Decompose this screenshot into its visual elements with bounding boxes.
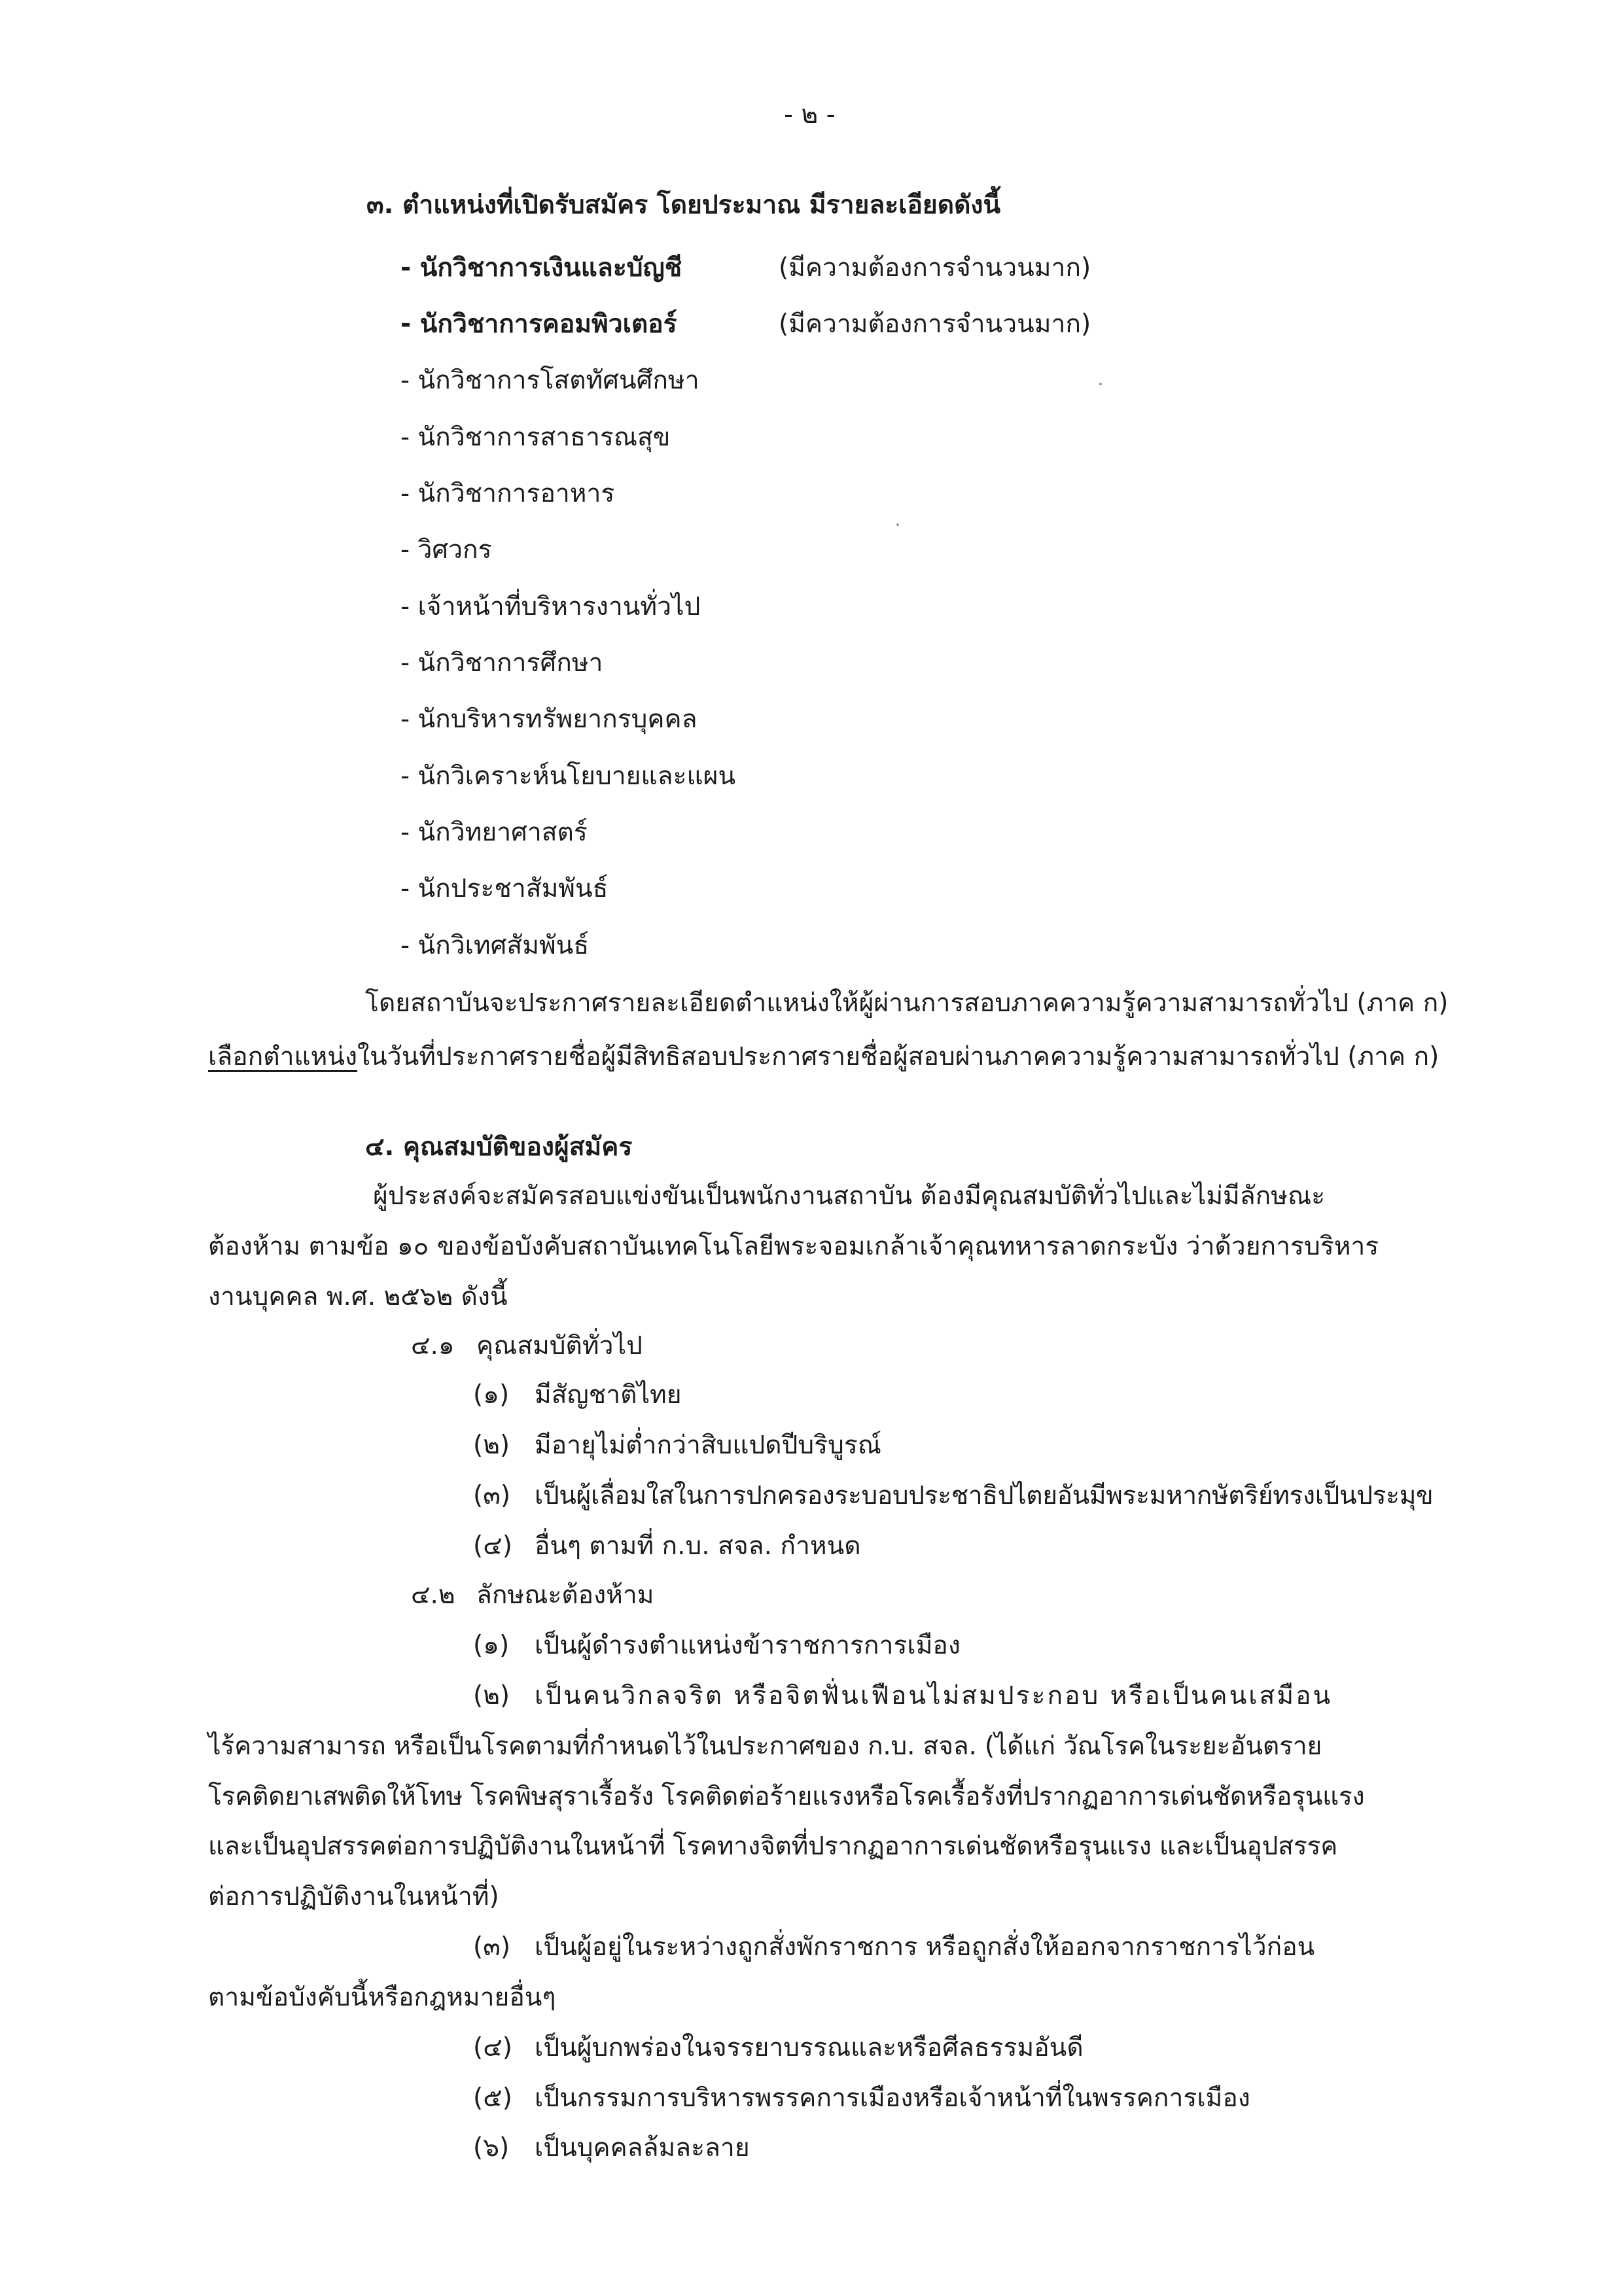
sub-section-title: คุณสมบัติทั่วไป [476,1331,643,1361]
sub-section-label: ๔.๑ [411,1331,455,1361]
list-item: - นักบริหารทรัพยากรบุคคล [400,704,697,734]
item-number: (๑) [473,1380,510,1410]
item-continuation: ตามข้อบังคับนี้หรือกฎหมายอื่นๆ [208,1983,556,2012]
item-number: (๓) [473,1932,511,1962]
page-number: - ๒ - [784,100,836,130]
item-text: เป็นผู้อยู่ในระหว่างถูกสั่งพักราชการ หรือถูกสั่งให้ออกจากราชการไว้ก่อน [535,1932,1315,1962]
item-number: (๕) [473,2083,512,2113]
list-item: - เจ้าหน้าที่บริหารงานทั่วไป [400,592,701,621]
position-title: - นักวิชาการเงินและบัญชี [400,253,682,283]
item-text: เป็นผู้ดำรงตำแหน่งข้าราชการการเมือง [535,1631,961,1660]
section-3-heading: ๓. ตำแหน่งที่เปิดรับสมัคร โดยประมาณ มีรายละเอียดดังนี้ [366,190,1001,220]
select-position-underlined: เลือกตำแหน่ง [208,1042,358,1071]
item-number: (๔) [473,2033,512,2062]
item-text: มีสัญชาติไทย [535,1380,682,1410]
item-text: เป็นกรรมการบริหารพรรคการเมืองหรือเจ้าหน้าที่ในพรรคการเมือง [535,2083,1250,2113]
list-item: - นักวิชาการสาธารณสุข [400,423,671,452]
announcement-paragraph-line-1: โดยสถาบันจะประกาศรายละเอียดตำแหน่งให้ผู้ผ่านการสอบภาคความรู้ความสามารถทั่วไป (ภาค ก) [365,988,1449,1018]
list-item: - นักวิเทศสัมพันธ์ [400,931,590,960]
qualification-intro-line-1: ผู้ประสงค์จะสมัครสอบแข่งขันเป็นพนักงานสถาบัน ต้องมีคุณสมบัติทั่วไปและไม่มีลักษณะ [373,1181,1326,1211]
item-number: (๖) [473,2133,510,2163]
list-item: - นักวิชาการโสตทัศนศึกษา [400,366,699,395]
item-text: เป็นผู้บกพร่องในจรรยาบรรณและหรือศีลธรรมอันดี [535,2033,1084,2062]
item-continuation: ต่อการปฏิบัติงานในหน้าที่) [208,1882,499,1911]
qualification-intro-line-2: ต้องห้าม ตามข้อ ๑๐ ของข้อบังคับสถาบันเทคโนโลยีพระจอมเกล้าเจ้าคุณทหารลาดกระบัง ว่าด้วยการบริหาร [208,1232,1379,1261]
position-title: - นักวิชาการคอมพิวเตอร์ [400,309,677,339]
item-text: เป็นคนวิกลจริต หรือจิตฟั่นเฟือนไม่สมประกอบ หรือเป็นคนเสมือน [535,1681,1333,1711]
sub-section-label: ๔.๒ [411,1580,455,1610]
qualification-intro-line-3: งานบุคคล พ.ศ. ๒๕๖๒ ดังนี้ [208,1282,508,1312]
list-item: - นักวิทยาศาสตร์ [400,818,588,847]
section-4-heading: ๔. คุณสมบัติของผู้สมัคร [365,1132,633,1162]
item-text: เป็นบุคคลล้มละลาย [535,2133,750,2163]
scan-speck [1099,383,1102,385]
list-item: - วิศวกร [400,535,492,565]
list-item: - นักวิชาการอาหาร [400,479,615,508]
item-number: (๓) [473,1481,511,1510]
scan-speck [896,523,899,526]
position-note: (มีความต้องการจำนวนมาก) [779,309,1091,339]
item-number: (๒) [473,1431,510,1460]
list-item: - นักประชาสัมพันธ์ [400,874,609,903]
item-continuation: โรคติดยาเสพติดให้โทษ โรคพิษสุราเรื้อรัง โรคติดต่อร้ายแรงหรือโรคเรื้อรังที่ปรากฏอาการเด่นชัดหรือรุนแรง [208,1782,1365,1811]
item-text: เป็นผู้เลื่อมใสในการปกครองระบอบประชาธิปไตยอันมีพระมหากษัตริย์ทรงเป็นประมุข [535,1481,1434,1510]
item-continuation: ไร้ความสามารถ หรือเป็นโรคตามที่กำหนดไว้ในประกาศของ ก.บ. สจล. (ได้แก่ วัณโรคในระยะอันตราย [208,1731,1322,1761]
sub-section-title: ลักษณะต้องห้าม [476,1580,654,1610]
announcement-paragraph-rest: ในวันที่ประกาศรายชื่อผู้มีสิทธิสอบประกาศรายชื่อผู้สอบผ่านภาคความรู้ความสามารถทั่วไป (ภาค ก) [357,1042,1439,1071]
item-number: (๔) [473,1531,512,1561]
announcement-paragraph-line-2 [208,1040,1439,1074]
item-text: มีอายุไม่ต่ำกว่าสิบแปดปีบริบูรณ์ [535,1431,881,1460]
item-number: (๑) [473,1631,510,1660]
item-text: อื่นๆ ตามที่ ก.บ. สจล. กำหนด [535,1531,861,1561]
list-item: - นักวิเคราะห์นโยบายและแผน [400,761,736,791]
list-item [400,307,677,341]
list-item [400,251,682,285]
item-number: (๒) [473,1681,510,1711]
position-note: (มีความต้องการจำนวนมาก) [779,253,1091,283]
item-continuation: และเป็นอุปสรรคต่อการปฏิบัติงานในหน้าที่ โรคทางจิตที่ปรากฏอาการเด่นชัดหรือรุนแรง และเป็นอุปสรรค [208,1832,1338,1861]
list-item: - นักวิชาการศึกษา [400,648,603,678]
